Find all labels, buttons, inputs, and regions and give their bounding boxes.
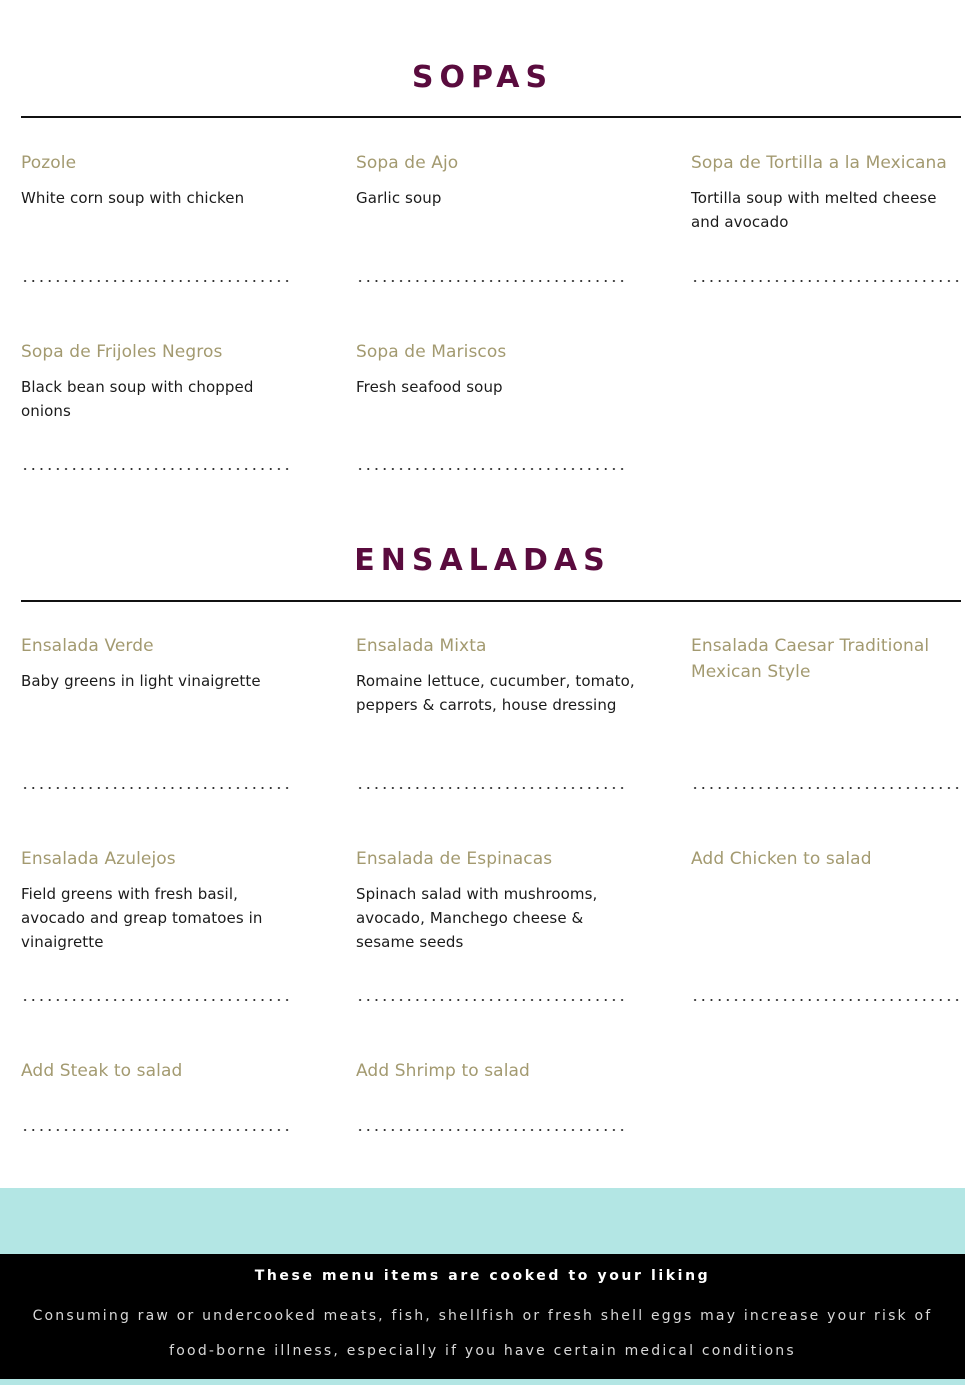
section-title-ensaladas: ENSALADAS <box>354 543 611 578</box>
footer-title: These menu items are cooked to your liking <box>254 1268 711 1284</box>
menu-item <box>691 846 961 872</box>
menu-item <box>356 339 636 399</box>
item-description: Fresh seafood soup <box>356 378 503 396</box>
item-description: White corn soup with chicken <box>21 189 245 207</box>
item-name: Sopa de Tortilla a la Mexicana <box>691 153 947 173</box>
section-divider <box>21 600 961 602</box>
menu-item <box>691 150 961 234</box>
dotted-leader <box>356 1129 626 1131</box>
item-description: Romaine lettuce, cucumber, tomato, peppers & carrots, house dressing <box>356 672 635 714</box>
item-name: Ensalada Azulejos <box>21 849 176 869</box>
item-name: Sopa de Mariscos <box>356 342 507 362</box>
item-name: Ensalada Caesar Traditional Mexican Style <box>691 636 930 682</box>
dotted-leader <box>691 280 961 282</box>
menu-item <box>356 150 636 210</box>
menu-item <box>21 1058 301 1084</box>
dotted-leader <box>21 1129 291 1131</box>
decorative-band <box>0 1188 965 1254</box>
decorative-band-bottom <box>0 1379 965 1385</box>
item-name: Ensalada Verde <box>21 636 154 656</box>
dotted-leader <box>21 468 291 470</box>
section-title-sopas: SOPAS <box>411 60 554 95</box>
dotted-leader <box>691 999 961 1001</box>
item-name: Ensalada Mixta <box>356 636 487 656</box>
menu-item <box>21 150 301 210</box>
menu-item <box>356 633 636 717</box>
dotted-leader <box>21 280 291 282</box>
item-name: Add Steak to salad <box>21 1061 183 1081</box>
dotted-leader <box>21 787 291 789</box>
dotted-leader <box>356 787 626 789</box>
footer-notice <box>0 1254 965 1379</box>
item-description: Field greens with fresh basil, avocado and greap tomatoes in vinaigrette <box>21 885 263 951</box>
dotted-leader <box>356 280 626 282</box>
dotted-leader <box>356 468 626 470</box>
menu-item <box>21 633 301 693</box>
item-name: Ensalada de Espinacas <box>356 849 553 869</box>
item-description: Garlic soup <box>356 189 442 207</box>
section-divider <box>21 116 961 118</box>
item-name: Sopa de Ajo <box>356 153 459 173</box>
menu-item <box>21 339 301 423</box>
menu-item <box>21 846 301 954</box>
item-name: Pozole <box>21 153 77 173</box>
item-description: Tortilla soup with melted cheese and avocado <box>691 189 937 231</box>
item-name: Add Chicken to salad <box>691 849 872 869</box>
menu-item <box>356 1058 636 1084</box>
item-description: Black bean soup with chopped onions <box>21 378 254 420</box>
footer-disclaimer: Consuming raw or undercooked meats, fish, shellfish or fresh shell eggs may increase your risk of food-borne illness, especially if you have certain medical conditions <box>32 1308 933 1359</box>
item-description: Baby greens in light vinaigrette <box>21 672 261 690</box>
dotted-leader <box>356 999 626 1001</box>
item-description: Spinach salad with mushrooms, avocado, Manchego cheese & sesame seeds <box>356 885 598 951</box>
item-name: Add Shrimp to salad <box>356 1061 530 1081</box>
menu-item <box>356 846 636 954</box>
dotted-leader <box>21 999 291 1001</box>
dotted-leader <box>691 787 961 789</box>
menu-item <box>691 633 961 685</box>
item-name: Sopa de Frijoles Negros <box>21 342 223 362</box>
